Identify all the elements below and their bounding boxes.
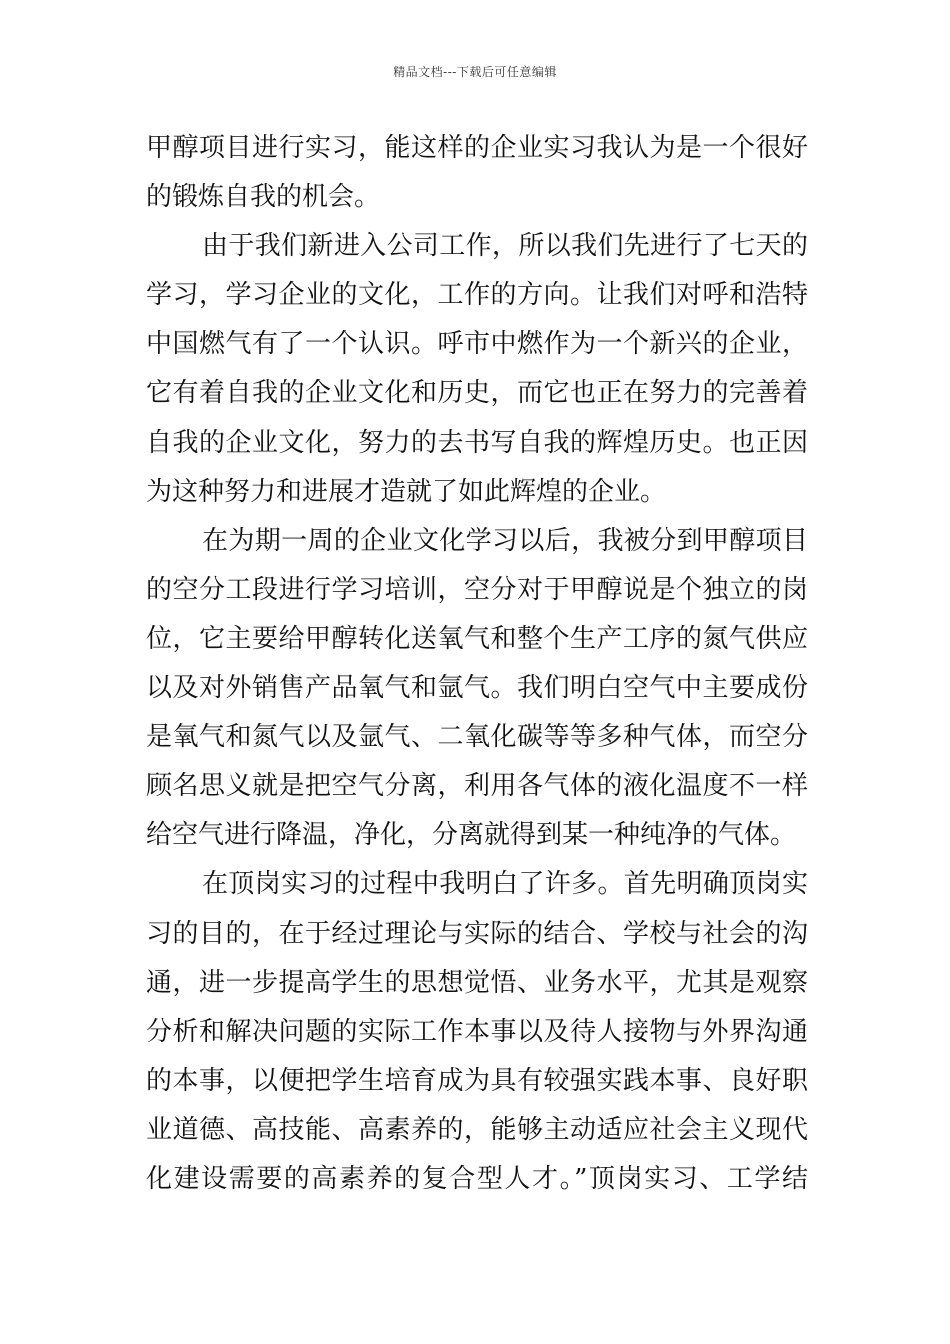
text-line: 它有着自我的企业文化和历史，而它也正在努力的完善着 (146, 378, 808, 409)
text-line: 化建设需要的高素养的复合型人才。”顶岗实习、工学结 (146, 1163, 808, 1194)
text-line: 的空分工段进行学习培训，空分对于甲醇说是个独立的岗 (146, 574, 808, 605)
text-line: 的锻炼自我的机会。 (146, 182, 381, 213)
page-header: 精品文档---下载后可任意编辑 (393, 65, 557, 79)
text-line: 在顶岗实习的过程中我明白了许多。首先明确顶岗实 (202, 869, 808, 900)
text-line: 由于我们新进入公司工作，所以我们先进行了七天的 (202, 231, 808, 262)
text-line: 是氧气和氮气以及氩气、二氧化碳等等多种气体，而空分 (146, 722, 808, 753)
text-line: 业道德、高技能、高素养的，能够主动适应社会主义现代 (146, 1114, 808, 1145)
text-line: 甲醇项目进行实习，能这样的企业实习我认为是一个很好 (146, 133, 808, 163)
text-line: 顾名思义就是把空气分离，利用各气体的液化温度不一样 (146, 771, 808, 802)
text-line: 中国燃气有了一个认识。呼市中燃作为一个新兴的企业， (146, 329, 808, 360)
text-line: 自我的企业文化，努力的去书写自我的辉煌历史。也正因 (146, 427, 808, 458)
text-line: 学习，学习企业的文化，工作的方向。让我们对呼和浩特 (146, 280, 808, 311)
text-line: 在为期一周的企业文化学习以后，我被分到甲醇项目 (202, 525, 808, 556)
text-line: 给空气进行降温，净化，分离就得到某一种纯净的气体。 (146, 820, 797, 851)
text-line: 为这种努力和进展才造就了如此辉煌的企业。 (146, 476, 667, 507)
text-line: 以及对外销售产品氧气和氩气。我们明白空气中主要成份 (146, 673, 808, 704)
text-line: 习的目的，在于经过理论与实际的结合、学校与社会的沟 (146, 918, 808, 949)
text-line: 通，进一步提高学生的思想觉悟、业务水平，尤其是观察 (146, 967, 808, 998)
body-text (146, 124, 808, 1204)
text-line: 分析和解决问题的实际工作本事以及待人接物与外界沟通 (146, 1016, 808, 1047)
text-line: 的本事，以便把学生培育成为具有较强实践本事、良好职 (146, 1065, 808, 1096)
text-line: 位，它主要给甲醇转化送氧气和整个生产工序的氮气供应 (146, 623, 808, 654)
